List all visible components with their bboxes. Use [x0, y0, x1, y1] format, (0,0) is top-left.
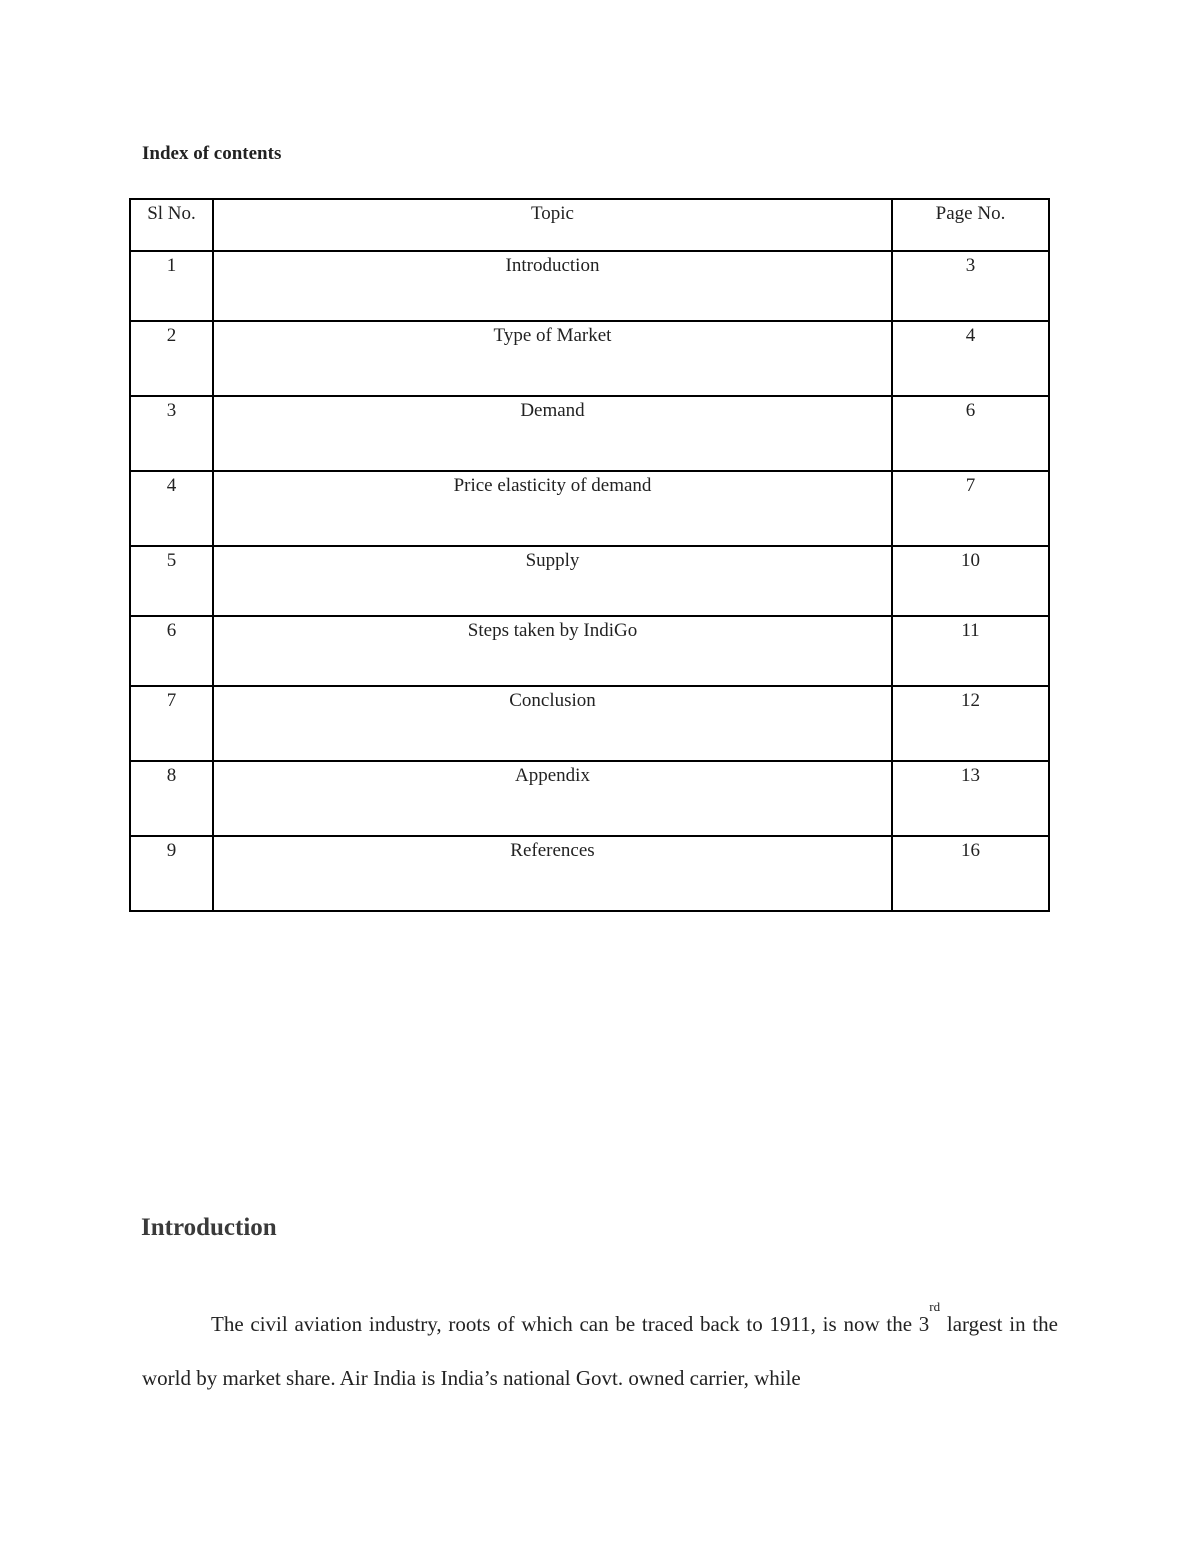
- page-no-cell: 12: [892, 686, 1049, 761]
- page-no-cell: 6: [892, 396, 1049, 471]
- column-header-sl-no: Sl No.: [130, 199, 213, 251]
- sl-no-cell: 7: [130, 686, 213, 761]
- sl-no-cell: 1: [130, 251, 213, 321]
- sl-no-cell: 4: [130, 471, 213, 546]
- table-row: [130, 251, 1049, 321]
- table-row: [130, 761, 1049, 836]
- page-no-cell: 13: [892, 761, 1049, 836]
- column-header-topic: Topic: [213, 199, 892, 251]
- topic-cell: Appendix: [213, 761, 892, 836]
- ordinal-superscript: rd: [929, 1299, 941, 1314]
- table-row: [130, 546, 1049, 616]
- topic-cell: Introduction: [213, 251, 892, 321]
- sl-no-cell: 9: [130, 836, 213, 911]
- topic-cell: Supply: [213, 546, 892, 616]
- page-no-cell: 7: [892, 471, 1049, 546]
- sl-no-cell: 3: [130, 396, 213, 471]
- table-row: [130, 616, 1049, 686]
- introduction-text-part1: The civil aviation industry, roots of which can be traced back to 1911, is now the 3: [211, 1312, 930, 1336]
- table-row: [130, 321, 1049, 396]
- page-no-cell: 16: [892, 836, 1049, 911]
- column-header-page-no: Page No.: [892, 199, 1049, 251]
- sl-no-cell: 8: [130, 761, 213, 836]
- table-row: [130, 686, 1049, 761]
- page-no-cell: 4: [892, 321, 1049, 396]
- contents-table: [129, 198, 1050, 912]
- topic-cell: Steps taken by IndiGo: [213, 616, 892, 686]
- topic-cell: References: [213, 836, 892, 911]
- index-title: Index of contents: [142, 143, 282, 164]
- topic-cell: Type of Market: [213, 321, 892, 396]
- sl-no-cell: 5: [130, 546, 213, 616]
- page-no-cell: 10: [892, 546, 1049, 616]
- introduction-paragraph: [142, 1297, 1058, 1405]
- sl-no-cell: 2: [130, 321, 213, 396]
- introduction-text-part2: largest in the world by market share. Air India is India’s national Govt. owned carrier, while: [142, 1312, 1058, 1390]
- introduction-heading: Introduction: [141, 1214, 277, 1241]
- page-no-cell: 3: [892, 251, 1049, 321]
- table-header-row: [130, 199, 1049, 251]
- topic-cell: Conclusion: [213, 686, 892, 761]
- sl-no-cell: 6: [130, 616, 213, 686]
- page-no-cell: 11: [892, 616, 1049, 686]
- table-row: [130, 396, 1049, 471]
- topic-cell: Demand: [213, 396, 892, 471]
- topic-cell: Price elasticity of demand: [213, 471, 892, 546]
- table-row: [130, 836, 1049, 911]
- table-row: [130, 471, 1049, 546]
